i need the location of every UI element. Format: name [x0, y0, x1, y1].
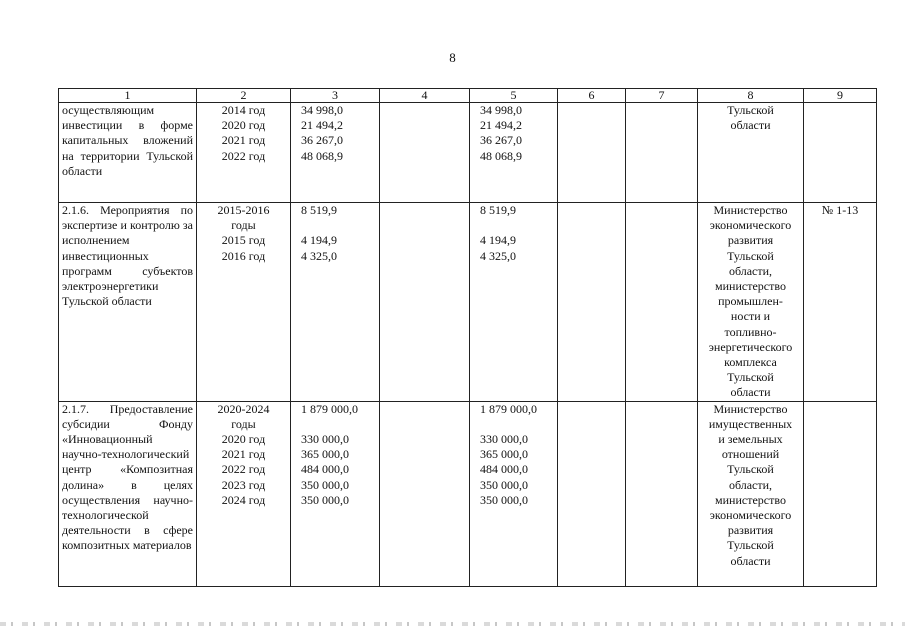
header-col-1: 1 [59, 89, 197, 103]
total-amount-cell-line [301, 218, 376, 233]
period-cell-line: 2022 год [221, 462, 266, 477]
col6-cell [558, 103, 626, 203]
scan-artifact-strip [0, 622, 905, 626]
table-row [59, 401, 877, 586]
header-col-5: 5 [470, 89, 558, 103]
regional-amount-cell-line: 36 267,0 [480, 133, 522, 148]
total-amount-cell-line: 350 000,0 [301, 477, 349, 492]
period-cell-line: 2022 год [221, 148, 266, 163]
regional-amount-cell-line: 8 519,9 [480, 203, 516, 217]
executor-cell-line: области [730, 553, 771, 568]
budget-table [58, 88, 877, 587]
regional-amount-cell-line: 330 000,0 [480, 432, 528, 447]
total-amount-cell-line: 48 068,9 [301, 148, 343, 163]
total-amount-cell [291, 103, 380, 203]
executor-cell-line: Министерство [713, 401, 788, 416]
executor-cell-line: энергетического [708, 339, 793, 354]
regional-amount-cell-line: 21 494,2 [480, 118, 522, 133]
period-cell-line: 2023 год [221, 477, 266, 492]
total-amount-cell-line: 4 194,9 [301, 233, 337, 248]
executor-cell-line: комплекса [724, 355, 777, 370]
col7-cell [626, 103, 698, 203]
period-cell-line: 2020 год [221, 432, 266, 447]
executor-cell-line: топливно- [724, 324, 777, 339]
measure-description: 2.1.6. Мероприятия по экспертизе и контролю за исполнением инвестиционных программ субъектов электроэнергетики Тульской области [59, 203, 197, 402]
total-amount-cell-line: 8 519,9 [301, 203, 337, 217]
period-cell [197, 103, 291, 203]
regional-amount-cell-line: 365 000,0 [480, 447, 528, 462]
executor-cell-line: Тульской [727, 103, 774, 117]
executor-cell-line: Министерство [713, 203, 788, 217]
regional-amount-cell-line [480, 417, 554, 432]
executor-cell-line: ности и [730, 309, 771, 324]
total-amount-cell-line: 330 000,0 [301, 432, 349, 447]
executor-cell-line: министерство [715, 279, 786, 294]
regional-amount-cell [470, 103, 558, 203]
executor-cell-line: развития [727, 233, 774, 248]
measure-description: осуществляющим инвестиции в форме капитальных вложений на территории Тульской области [59, 103, 197, 203]
col7-cell [626, 203, 698, 402]
header-col-8: 8 [698, 89, 804, 103]
executor-cell-line: Тульской [727, 538, 774, 553]
executor-cell-line: отношений [721, 447, 780, 462]
period-cell-line: 2014 год [221, 103, 266, 117]
period-cell [197, 401, 291, 586]
header-row [59, 89, 877, 103]
regional-amount-cell-line: 350 000,0 [480, 477, 528, 492]
header-col-2: 2 [197, 89, 291, 103]
total-amount-cell-line: 365 000,0 [301, 447, 349, 462]
header-col-6: 6 [558, 89, 626, 103]
total-amount-cell-line: 1 879 000,0 [301, 401, 358, 416]
period-cell-line: 2021 год [221, 133, 266, 148]
executor-cell-line: области [730, 385, 771, 400]
executor-cell-line: области, [728, 477, 773, 492]
federal-amount-cell [380, 203, 470, 402]
executor-cell-line: министерство [715, 492, 786, 507]
regional-amount-cell-line: 4 325,0 [480, 248, 516, 263]
executor-cell [698, 203, 804, 402]
federal-amount-cell [380, 401, 470, 586]
header-col-4: 4 [380, 89, 470, 103]
total-amount-cell-line: 484 000,0 [301, 462, 349, 477]
regional-amount-cell-line: 4 194,9 [480, 233, 516, 248]
table-row [59, 103, 877, 203]
period-cell-line: 2015 год [221, 233, 266, 248]
executor-cell-line: экономического [709, 508, 792, 523]
indicator-reference-cell [804, 103, 877, 203]
executor-cell-line: развития [727, 523, 774, 538]
federal-amount-cell [380, 103, 470, 203]
header-col-7: 7 [626, 89, 698, 103]
col6-cell [558, 203, 626, 402]
total-amount-cell-line [301, 417, 376, 432]
total-amount-cell-line: 21 494,2 [301, 118, 343, 133]
indicator-reference-cell: № 1-13 [804, 203, 877, 402]
period-cell-line: годы [231, 416, 256, 431]
header-col-9: 9 [804, 89, 877, 103]
total-amount-cell-line: 350 000,0 [301, 492, 349, 507]
page-number: 8 [449, 50, 456, 65]
executor-cell-line: Тульской [727, 248, 774, 263]
period-cell-line: 2020 год [221, 118, 266, 133]
period-cell [197, 203, 291, 402]
executor-cell-line: и земельных [718, 432, 783, 447]
col7-cell [626, 401, 698, 586]
executor-cell-line: имущественных [708, 416, 793, 431]
period-cell-line: 2016 год [221, 248, 266, 263]
period-cell-line: 2015-2016 [217, 203, 270, 217]
regional-amount-cell-line: 48 068,9 [480, 148, 522, 163]
table-body [59, 103, 877, 587]
total-amount-cell [291, 203, 380, 402]
table-row [59, 203, 877, 402]
header-col-3: 3 [291, 89, 380, 103]
total-amount-cell-line: 36 267,0 [301, 133, 343, 148]
regional-amount-cell-line: 1 879 000,0 [480, 401, 537, 416]
period-cell-line: 2020-2024 [217, 401, 270, 416]
regional-amount-cell-line [480, 218, 554, 233]
regional-amount-cell-line: 484 000,0 [480, 462, 528, 477]
executor-cell-line: экономического [709, 218, 792, 233]
total-amount-cell-line: 34 998,0 [301, 103, 343, 117]
indicator-reference-cell [804, 401, 877, 586]
regional-amount-cell-line: 34 998,0 [480, 103, 522, 117]
executor-cell-line: области, [728, 263, 773, 278]
period-cell-line: 2024 год [221, 492, 266, 507]
regional-amount-cell [470, 203, 558, 402]
period-cell-line: 2021 год [221, 447, 266, 462]
executor-cell-line: области [730, 118, 771, 133]
total-amount-cell [291, 401, 380, 586]
regional-amount-cell [470, 401, 558, 586]
executor-cell [698, 103, 804, 203]
measure-description: 2.1.7. Предоставление субсидии Фонду «Инновационный научно-технологический центр «Композитная долина» в целях осуществления научно-технологической деятельности в сфере композитных материалов [59, 401, 197, 586]
total-amount-cell-line: 4 325,0 [301, 248, 337, 263]
col6-cell [558, 401, 626, 586]
regional-amount-cell-line: 350 000,0 [480, 492, 528, 507]
executor-cell [698, 401, 804, 586]
executor-cell-line: Тульской [727, 462, 774, 477]
executor-cell-line: Тульской [727, 370, 774, 385]
executor-cell-line: промышлен- [718, 294, 783, 309]
period-cell-line: годы [231, 218, 256, 233]
